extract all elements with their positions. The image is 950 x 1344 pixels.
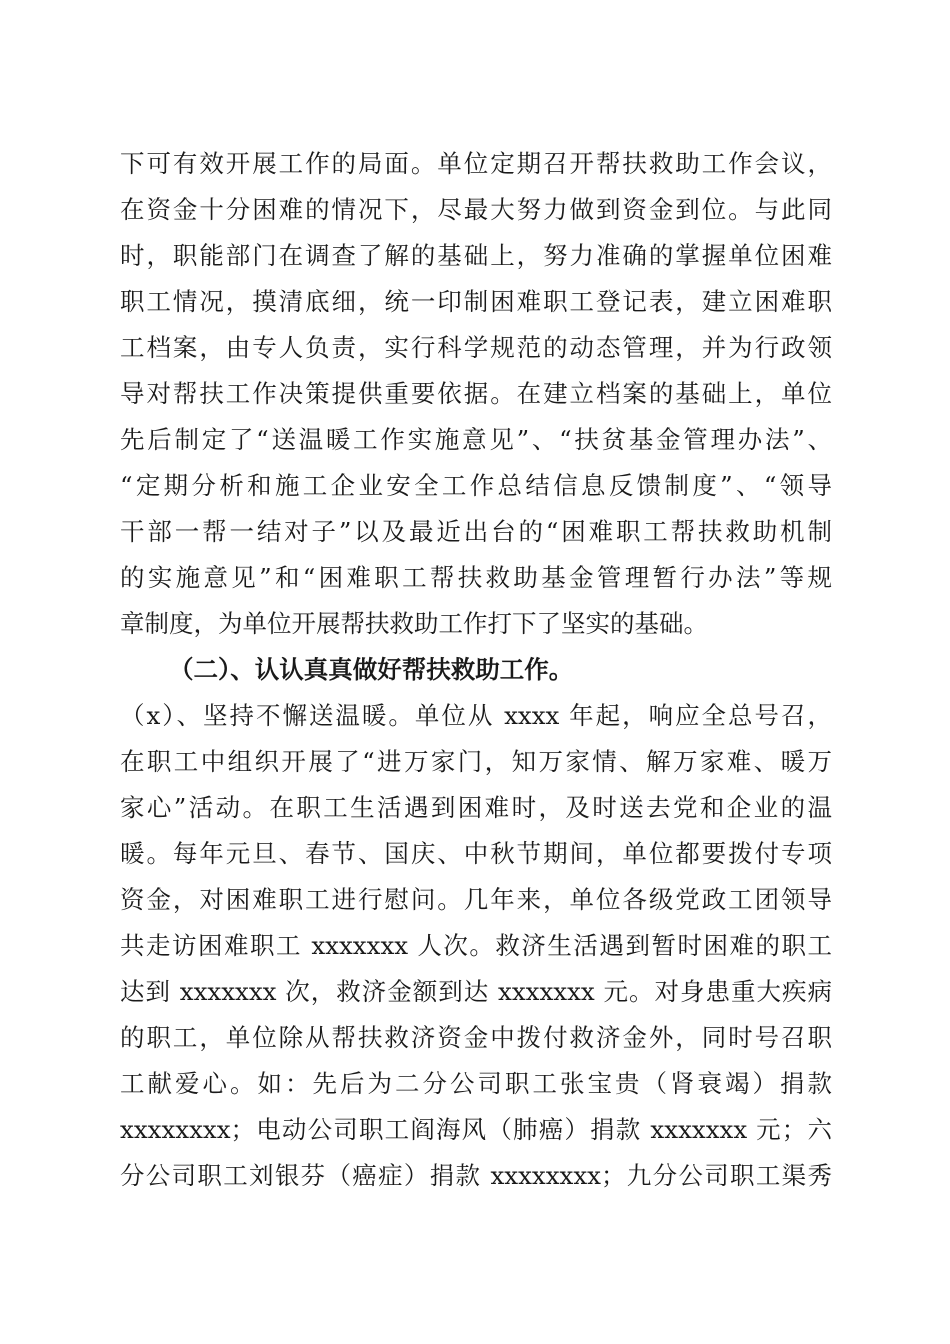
text-line: xxxxxxxx；电动公司职工阎海风（肺癌）捐款 xxxxxxx 元；六 <box>120 1115 832 1144</box>
body-text <box>120 141 832 1199</box>
text-line: 分公司职工刘银芬（癌症）捐款 xxxxxxxx；九分公司职工渠秀 <box>120 1161 832 1190</box>
text-line: “定期分析和施工企业安全工作总结信息反馈制度”、“领导 <box>120 471 832 500</box>
text-line: 导对帮扶工作决策提供重要依据。在建立档案的基础上，单位 <box>120 379 832 408</box>
text-line: 的实施意见”和“困难职工帮扶救助基金管理暂行办法”等规 <box>120 563 832 592</box>
text-line: 工档案，由专人负责，实行科学规范的动态管理，并为行政领 <box>120 333 832 362</box>
text-line: 暖。每年元旦、春节、国庆、中秋节期间，单位都要拨付专项 <box>120 839 832 868</box>
text-line: 在职工中组织开展了“进万家门，知万家情、解万家难、暖万 <box>120 747 832 776</box>
text-line: 达到 xxxxxxx 次，救济金额到达 xxxxxxx 元。对身患重大疾病 <box>120 977 832 1006</box>
text-line: 职工情况，摸清底细，统一印制困难职工登记表，建立困难职 <box>120 287 832 316</box>
section-heading: （二）、认认真真做好帮扶救助工作。 <box>169 655 574 684</box>
text-line: 家心”活动。在职工生活遇到困难时，及时送去党和企业的温 <box>120 793 832 822</box>
text-line: 共走访困难职工 xxxxxxx 人次。救济生活遇到暂时困难的职工 <box>120 931 832 960</box>
text-line: 下可有效开展工作的局面。单位定期召开帮扶救助工作会议， <box>120 149 832 178</box>
text-line: 干部一帮一结对子”以及最近出台的“困难职工帮扶救助机制 <box>120 517 832 546</box>
text-line: （x）、坚持不懈送温暖。单位从 xxxx 年起，响应全总号召， <box>120 701 832 730</box>
text-line: 在资金十分困难的情况下，尽最大努力做到资金到位。与此同 <box>120 195 832 224</box>
text-line: 资金，对困难职工进行慰问。几年来，单位各级党政工团领导 <box>120 885 832 914</box>
text-line: 先后制定了“送温暖工作实施意见”、“扶贫基金管理办法”、 <box>120 425 832 454</box>
text-line: 工献爱心。如：先后为二分公司职工张宝贵（肾衰竭）捐款 <box>120 1069 832 1098</box>
text-line: 的职工，单位除从帮扶救济资金中拨付救济金外，同时号召职 <box>120 1023 832 1052</box>
text-line: 时，职能部门在调查了解的基础上，努力准确的掌握单位困难 <box>120 241 832 270</box>
text-line: 章制度，为单位开展帮扶救助工作打下了坚实的基础。 <box>120 609 708 638</box>
